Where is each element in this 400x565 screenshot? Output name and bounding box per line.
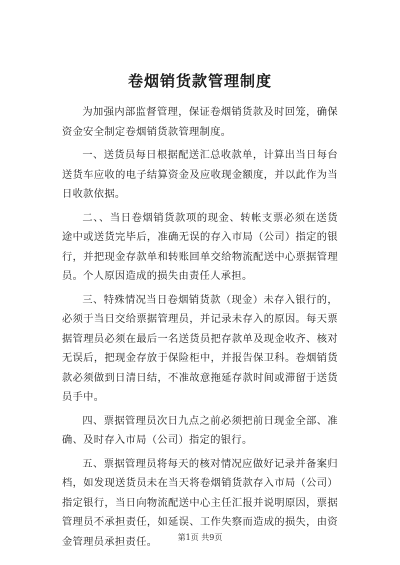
- paragraph-2: 二、、当日卷烟销货款项的现金、转帐支票必须在送货途中或送货完毕后，准确无误的存入市局（公司）指定的银行，并把现金存款单和转账回单交给物流配送中心票据管理员。个人原因造成的损失由责任人承担。: [62, 212, 338, 282]
- paragraph-4: 四、票据管理员次日九点之前必须把前日现金全部、准确、及时存入市局（公司）指定的银行。: [62, 415, 338, 446]
- paragraph-3: 三、特殊情况当日卷烟销货款（现金）未存入银行的，必须于当日交给票据管理员，并记录未存入的原因。每天票据管理员必须在最后一名送货员把存款单及现金收齐、核对无误后，把现金存放于保险柜中，并报告保卫科。卷烟销货款必须做到日清日结，不准故意拖延存款时间或滞留于送货员手中。: [62, 294, 338, 403]
- paragraph-intro: 为加强内部监督管理，保证卷烟销货款及时回笼，确保资金安全制定卷烟销货款管理制度。: [62, 107, 338, 138]
- paragraph-1: 一、送货员每日根据配送汇总收款单，计算出当日每台送货车应收的电子结算资金及应收现金额度，并以此作为当日收款依据。: [62, 150, 338, 200]
- document-title: 卷烟销货款管理制度: [127, 72, 272, 90]
- paragraph-5: 五、票据管理员将每天的核对情况应做好记录并备案归档，如发现送货员未在当天将卷烟销货款存入市局（公司）指定银行，当日向物流配送中心主任汇报并说明原因，票据管理员不承担责任，如延误、工作失察而造成的损失，由资金管理员承担责任。: [62, 458, 338, 548]
- page-number-footer: 第1页 共9页: [177, 533, 223, 542]
